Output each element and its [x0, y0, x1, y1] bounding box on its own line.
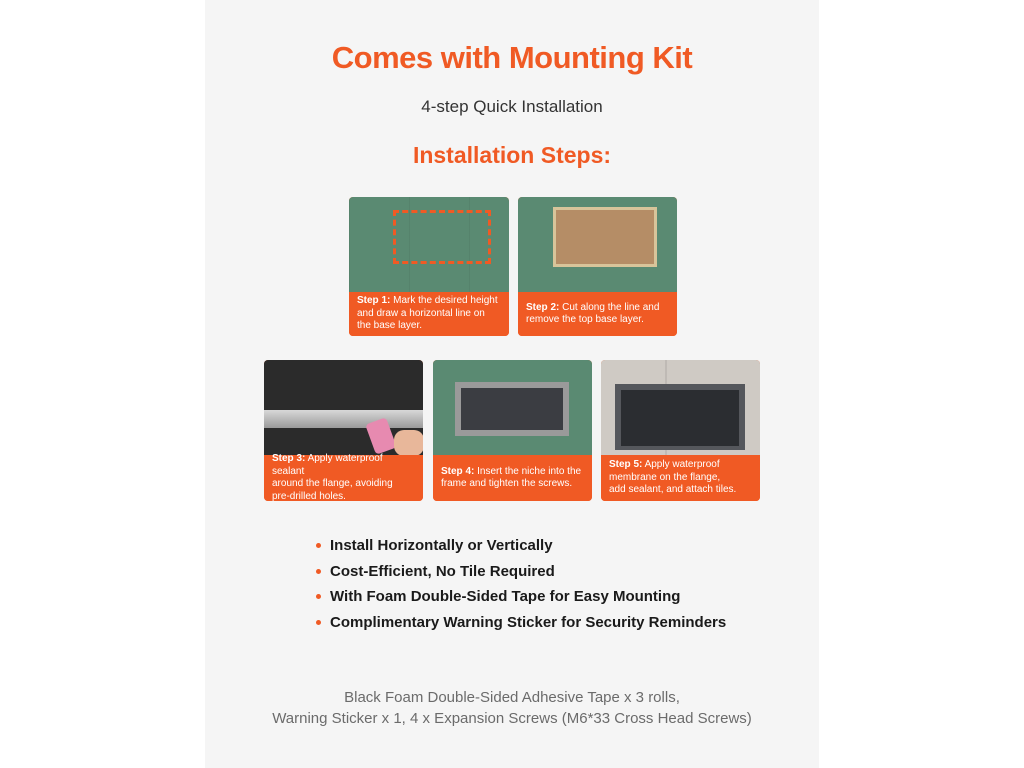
bullet-dot-icon [316, 543, 321, 548]
niche-box [621, 390, 739, 446]
niche-flange [264, 410, 423, 428]
step-card-2 [518, 197, 677, 336]
cut-opening [553, 207, 657, 267]
marked-outline [393, 210, 491, 264]
step-card-5 [601, 360, 760, 501]
kit-contents-line-2: Warning Sticker x 1, 4 x Expansion Screws (M6*33 Cross Head Screws) [272, 710, 752, 727]
step-3-label: Step 3: [272, 453, 306, 464]
step-5-image [601, 360, 760, 455]
kit-contents [0, 687, 1024, 729]
step-2-text: Cut along the line and remove the top base layer. [526, 301, 660, 325]
step-5-caption [601, 455, 760, 501]
step-1-text: Mark the desired height and draw a horizontal line on the base layer. [357, 295, 498, 332]
bullet-dot-icon [316, 620, 321, 625]
feature-item: Install Horizontally or Vertically [316, 534, 726, 560]
step-card-1 [349, 197, 509, 336]
step-1-caption [349, 292, 509, 336]
bullet-dot-icon [316, 594, 321, 599]
page-subtitle: 4-step Quick Installation [421, 97, 603, 116]
bullet-dot-icon [316, 569, 321, 574]
step-3-image [264, 360, 423, 455]
step-2-caption [518, 292, 677, 336]
feature-item: With Foam Double-Sided Tape for Easy Mounting [316, 585, 726, 611]
step-4-text: Insert the niche into the frame and tighten the screws. [441, 465, 582, 489]
step-4-caption [433, 455, 592, 501]
kit-contents-line-1: Black Foam Double-Sided Adhesive Tape x 3 rolls, [344, 689, 680, 706]
feature-list [316, 534, 726, 636]
step-3-text: Apply waterproof sealant around the flange, avoiding pre-drilled holes. [272, 453, 393, 501]
steps-heading: Installation Steps: [412, 142, 612, 168]
niche-box [461, 388, 563, 430]
step-4-image [433, 360, 592, 455]
step-card-3 [264, 360, 423, 501]
step-1-image [349, 197, 509, 292]
feature-item: Complimentary Warning Sticker for Security Reminders [316, 611, 726, 637]
step-card-4 [433, 360, 592, 501]
page-title: Comes with Mounting Kit [331, 40, 693, 75]
step-4-label: Step 4: [441, 465, 475, 477]
step-5-text: Apply waterproof membrane on the flange, add sealant, and attach tiles. [609, 459, 737, 496]
step-5-label: Step 5: [609, 459, 643, 471]
step-1-label: Step 1: [357, 295, 391, 307]
feature-item: Cost-Efficient, No Tile Required [316, 560, 726, 586]
step-2-image [518, 197, 677, 292]
step-3-caption [264, 455, 423, 501]
step-2-label: Step 2: [526, 301, 560, 313]
